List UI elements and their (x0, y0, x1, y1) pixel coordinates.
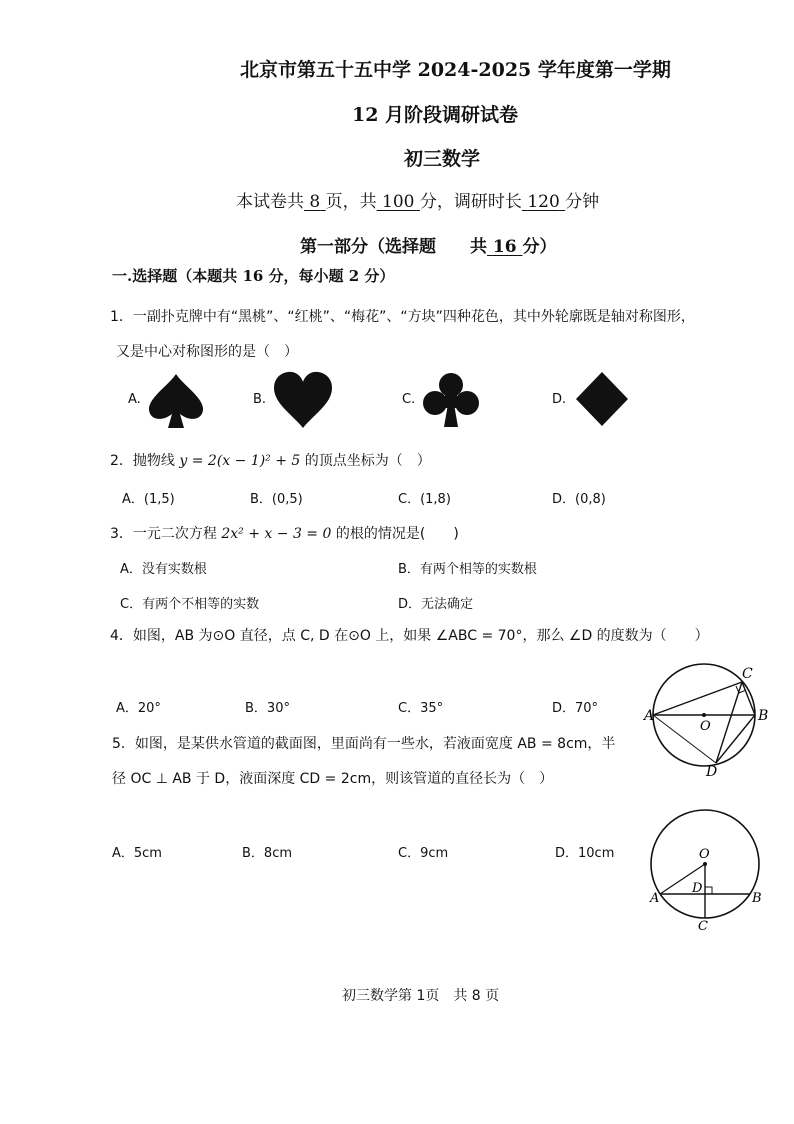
q5-label-a: A (650, 891, 660, 906)
exam-info-pre: 本试卷共 (236, 192, 304, 212)
q5-option-c: C．9cm (398, 846, 449, 861)
q1-option-c-label: C. (402, 392, 416, 407)
q4-label-d: D (706, 764, 718, 780)
club-icon (420, 370, 482, 430)
q5-line1: 5．如图，是某供水管道的截面图，里面尚有一些水，若液面宽度 AB = 8cm，半 (112, 736, 616, 752)
q5-option-a: A．5cm (112, 846, 162, 861)
exam-info-mid1: 页，共 (325, 192, 377, 212)
exam-pages: 8 (309, 192, 321, 212)
subject-title: 初三数学 (404, 148, 481, 170)
q4-option-c: C．35° (398, 701, 444, 716)
part1-score: 16 (492, 237, 517, 257)
diamond-icon (574, 370, 630, 428)
q4-label-c: C (742, 666, 753, 682)
spade-icon (146, 372, 206, 430)
q4-label-o: O (700, 719, 711, 734)
q3-pre: 3．一元二次方程 (110, 526, 217, 542)
q2-post: 的顶点坐标为（ ） (304, 453, 431, 469)
q3-option-d: D．无法确定 (398, 597, 474, 612)
exam-info-mid2: 分，调研时长 (419, 192, 522, 212)
page-footer: 初三数学第 1页 共 8 页 (342, 988, 500, 1004)
q2-option-a: A．(1,5) (122, 492, 175, 507)
exam-title: 12 月阶段调研试卷 (352, 104, 519, 126)
q3-question (110, 523, 459, 543)
q5-option-b: B．8cm (242, 846, 293, 861)
q1-option-b-label: B. (253, 392, 267, 407)
q2-option-d: D．(0,8) (552, 492, 606, 507)
q3-option-b: B．有两个相等的实数根 (398, 562, 537, 577)
q4-circle-figure (640, 660, 770, 780)
exam-info (236, 187, 599, 212)
q1-option-a-label: A. (128, 392, 141, 407)
q5-label-b: B (752, 891, 762, 906)
q1-line1: 1．一副扑克牌中有“黑桃”、“红桃”、“梅花”、“方块”四种花色，其中外轮廓既是轴对称图形， (110, 309, 695, 325)
q4-label-b: B (758, 708, 769, 724)
q5-label-o: O (699, 847, 710, 862)
q5-option-d: D．10cm (555, 846, 615, 861)
q3-post: 的根的情况是( ) (335, 526, 459, 542)
q5-line2: 径 OC ⊥ AB 于 D，液面深度 CD = 2cm，则该管道的直径长为（ ） (112, 771, 554, 787)
q3-option-c: C．有两个不相等的实数 (120, 597, 260, 612)
exam-time: 120 (527, 192, 560, 212)
q4-option-b: B．30° (245, 701, 290, 716)
q3-formula: 2x² + x − 3 = 0 (221, 526, 332, 542)
q4-option-a: A．20° (116, 701, 161, 716)
q2-question (110, 450, 431, 470)
q2-pre: 2．抛物线 (110, 453, 175, 469)
q3-option-a: A．没有实数根 (120, 562, 207, 577)
q5-label-c: C (698, 919, 708, 933)
q2-formula: y = 2(x − 1)² + 5 (179, 453, 301, 469)
q5-pipe-figure (645, 808, 775, 933)
q1-line2: 又是中心对称图形的是（ ） (116, 344, 298, 360)
section1-heading: 一.选择题（本题共 16 分，每小题 2 分） (112, 267, 395, 285)
exam-info-post: 分钟 (565, 192, 600, 212)
school-title: 北京市第五十五中学 2024-2025 学年度第一学期 (240, 59, 671, 81)
q2-option-b: B．(0,5) (250, 492, 303, 507)
q5-label-d: D (692, 881, 703, 896)
q4-label-a: A (644, 708, 655, 724)
q4-option-d: D．70° (552, 701, 599, 716)
heart-icon (272, 370, 334, 430)
q2-option-c: C．(1,8) (398, 492, 451, 507)
exam-score: 100 (382, 192, 415, 212)
part1-post: 分） (522, 237, 557, 257)
part1-heading (300, 232, 557, 257)
q4-question: 4．如图，AB 为⊙O 直径，点 C, D 在⊙O 上，如果 ∠ABC = 70°，那么 ∠D 的度数为（ ） (110, 628, 709, 644)
q1-option-d-label: D. (552, 392, 567, 407)
part1-pre: 第一部分（选择题 共 (300, 237, 487, 257)
